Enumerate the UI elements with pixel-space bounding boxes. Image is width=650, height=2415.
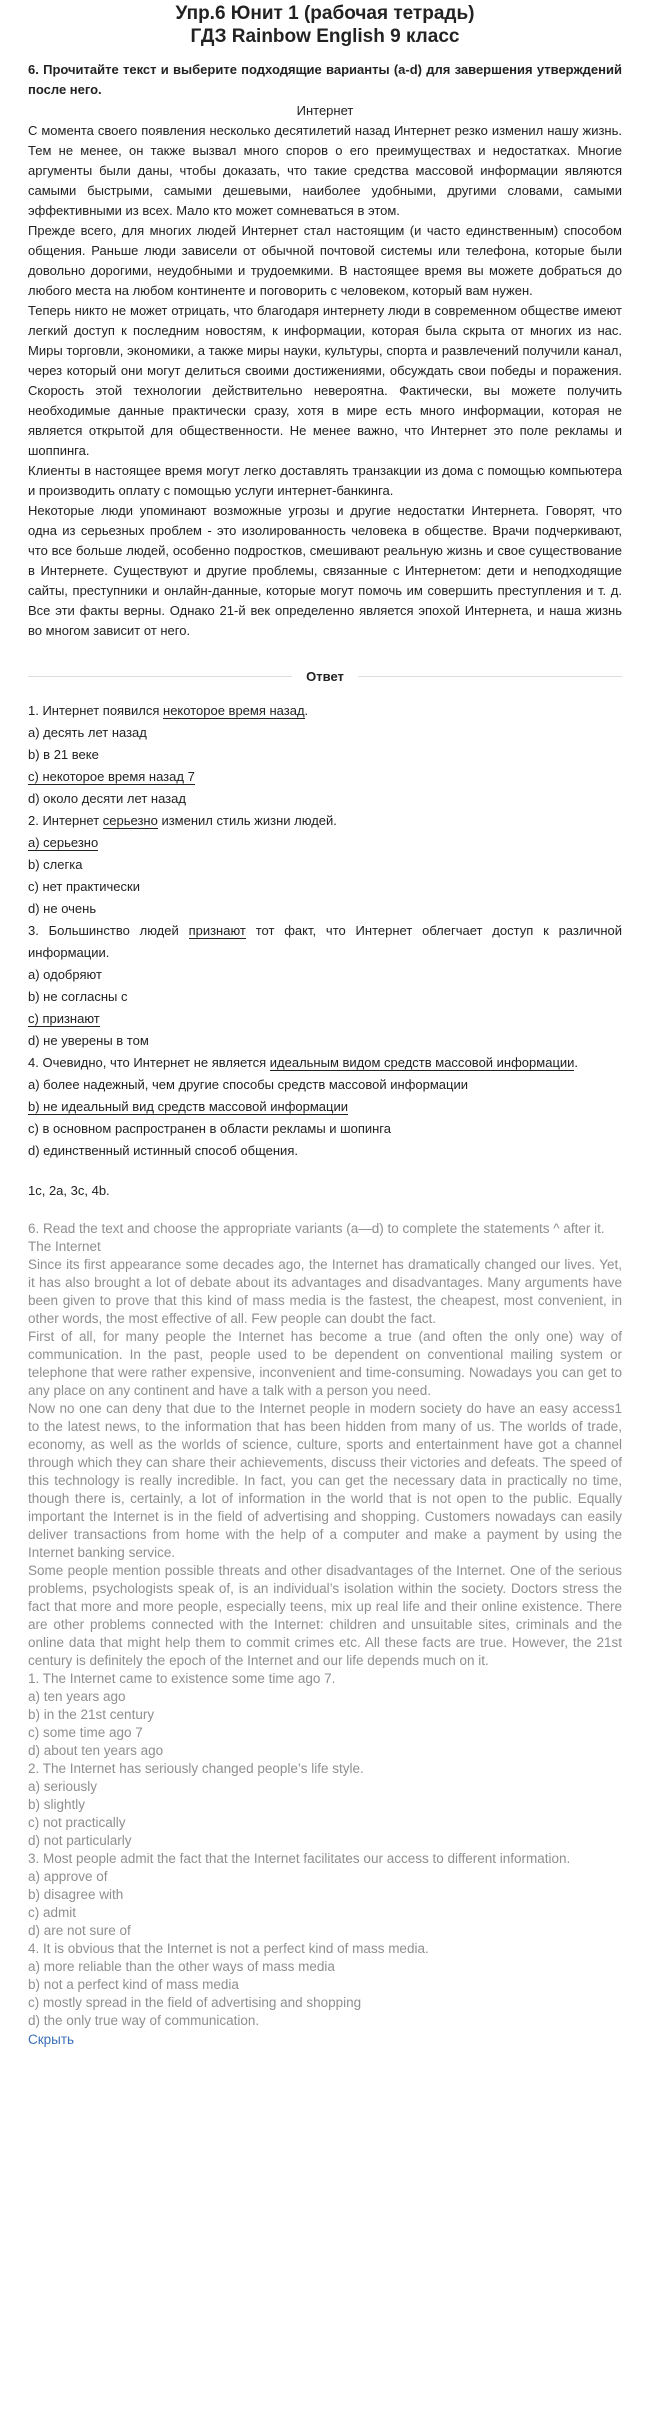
english-line: First of all, for many people the Internet has become a true (and often the only one) way of communication. In the past, people used to be dependent on conventional mailing system or telephone that were rather expensive, inconvenient and time-consuming. Nowadays you can get to any place on any continent and have a talk with a person you need.	[28, 1329, 622, 1398]
english-line: b) in the 21st century	[28, 1707, 155, 1722]
title-line-2: ГДЗ Rainbow English 9 класс	[190, 26, 460, 47]
english-line: a) more reliable than the other ways of mass media	[28, 1959, 335, 1974]
english-line: 6. Read the text and choose the appropriate variants (a—d) to complete the statements ^ after it.	[28, 1221, 605, 1236]
divider-left	[28, 676, 292, 677]
hide-link[interactable]: Скрыть	[28, 2032, 75, 2047]
option: b) слегка	[28, 857, 83, 872]
english-line: c) mostly spread in the field of advertising and shopping	[28, 1995, 362, 2010]
english-line: 2. The Internet has seriously changed people’s life style.	[28, 1761, 364, 1776]
option: d) единственный истинный способ общения.	[28, 1143, 298, 1158]
option: d) не очень	[28, 901, 97, 916]
english-line: c) admit	[28, 1905, 77, 1920]
option-correct: b) не идеальный вид средств массовой информации	[28, 1099, 348, 1114]
option: a) одобряют	[28, 967, 102, 982]
english-line: The Internet	[28, 1239, 101, 1254]
english-line: c) not practically	[28, 1815, 126, 1830]
underlined-phrase: некоторое время назад	[163, 703, 305, 718]
english-line: Some people mention possible threats and other disadvantages of the Internet. One of the serious problems, psychologists speak of, is an individual’s isolation within the society. Doctors stress the fact that more and more people, especially teens, mix up real life and their online existence. There are other problems connected with the Internet: children and unsuitable sites, criminals and the online data that might help them to commit crimes etc. All these facts are true. However, the 21st century is definitely the epoch of the Internet and our life depends much on it.	[28, 1563, 622, 1668]
english-line: b) slightly	[28, 1797, 86, 1812]
option: c) нет практически	[28, 879, 140, 894]
english-line: d) the only true way of communication.	[28, 2013, 260, 2028]
option-correct: c) признают	[28, 1011, 100, 1026]
option: d) около десяти лет назад	[28, 791, 186, 806]
option: b) в 21 веке	[28, 747, 99, 762]
question-2: 2. Интернет серьезно изменил стиль жизни людей.	[28, 813, 337, 828]
english-line: a) ten years ago	[28, 1689, 126, 1704]
option: d) не уверены в том	[28, 1033, 149, 1048]
option-correct: a) серьезно	[28, 835, 99, 850]
option: a) десять лет назад	[28, 725, 147, 740]
divider-right	[358, 676, 622, 677]
english-line: 4. It is obvious that the Internet is not a perfect kind of mass media.	[28, 1941, 429, 1956]
text-paragraph: Теперь никто не может отрицать, что благодаря интернету люди в современном обществе имеют легкий доступ к последним новостям, к информации, которая была скрыта от многих из нас. Миры торговли, экономики, а также миры науки, культуры, спорта и развлечений получили канал, через который они могут делиться своими достижениями, обсуждать свои победы и поражения. Скорость этой технологии действительно невероятна. Фактически, вы можете получить необходимые данные практически сразу, хотя в мире есть много информации, которая не является открытой для общественности. Не менее важно, что Интернет это поле рекламы и шоппинга.	[28, 303, 622, 458]
underlined-phrase: признают	[188, 923, 246, 938]
text-paragraph: Некоторые люди упоминают возможные угрозы и другие недостатки Интернета. Говорят, что одна из серьезных проблем - это изолированность человека в обществе. Врачи подчеркивают, что все больше людей, особенно подростков, смешивают реальную жизнь и свое существование в Интернете. Существуют и другие проблемы, связанные с Интернетом: дети и неподходящие сайты, преступники и онлайн-данные, которые могут помочь им совершить преступления и т. д. Все эти факты верны. Однако 21-й век определенно является эпохой Интернета, и наша жизнь во многом зависит от него.	[28, 503, 622, 638]
english-line: 1. The Internet came to existence some time ago 7.	[28, 1671, 336, 1686]
option-correct: c) некоторое время назад 7	[28, 769, 195, 784]
question-1: 1. Интернет появился некоторое время назад.	[28, 703, 309, 718]
underlined-phrase: серьезно	[102, 813, 158, 828]
russian-text	[28, 101, 622, 641]
english-line: Since its first appearance some decades ago, the Internet has dramatically changed our lives. Yet, it has also brought a lot of debate about its advantages and disadvantages. Many arguments have been given to prove that this kind of mass media is the fastest, the cheapest, most convenient, in other words, the most effective of all. Few people can doubt the fact.	[28, 1257, 622, 1326]
english-original	[28, 1220, 622, 2030]
english-line: b) disagree with	[28, 1887, 124, 1902]
option: b) не согласны с	[28, 989, 128, 1004]
english-line: a) approve of	[28, 1869, 108, 1884]
page	[28, 0, 622, 2070]
english-line: d) are not sure of	[28, 1923, 131, 1938]
answer-heading: Ответ	[306, 669, 344, 684]
english-line: Now no one can deny that due to the Internet people in modern society do have an easy access1 to the latest news, to the information that has been hidden from many of us. The worlds of trade, economy, as well as the worlds of science, culture, sports and entertainment have got a channel through which they can share their achievements, discuss their victories and defeats. The speed of this technology is really incredible. In fact, you can get the necessary data in practically no time, though there is, certainly, a lot of information in the world that is not open to the public. Equally important the Internet is in the field of advertising and shopping. Customers nowadays can easily deliver transactions from home with the help of a computer and make a payment by using the Internet banking service.	[28, 1401, 622, 1560]
text-title: Интернет	[296, 103, 354, 118]
answer-keys: 1c, 2a, 3c, 4b.	[28, 1183, 110, 1198]
underlined-phrase: идеальным видом средств массовой информации	[269, 1055, 575, 1070]
title-line-1: Упр.6 Юнит 1 (рабочая тетрадь)	[175, 3, 475, 24]
english-line: d) not particularly	[28, 1833, 132, 1848]
text-paragraph: Прежде всего, для многих людей Интернет стал настоящим (и часто единственным) способом общения. Раньше люди зависели от обычной почтовой системы или телефона, которые были довольно дорогими, неудобными и трудоемкими. В настоящее время вы можете добраться до любого места на любом континенте и поговорить с человеком, который вам нужен.	[28, 223, 622, 298]
english-line: a) seriously	[28, 1779, 98, 1794]
page-title	[28, 0, 622, 48]
task-statement: 6. Прочитайте текст и выберите подходящие варианты (a-d) для завершения утверждений после него.	[28, 62, 622, 97]
answer-separator	[28, 669, 622, 684]
english-line: d) about ten years ago	[28, 1743, 164, 1758]
text-paragraph: С момента своего появления несколько десятилетий назад Интернет резко изменил нашу жизнь. Тем не менее, он также вызвал много споров о его преимуществах и недостатках. Многие аргументы были даны, чтобы доказать, что такие средства массовой информации являются самыми быстрыми, самыми дешевыми, наиболее удобными, другими словами, самыми эффективными из всех. Мало кто может сомневаться в этом.	[28, 123, 622, 218]
question-3: 3. Большинство людей признают тот факт, что Интернет облегчает доступ к различной информации.	[28, 923, 622, 960]
question-4: 4. Очевидно, что Интернет не является идеальным видом средств массовой информации.	[28, 1055, 579, 1070]
english-line: b) not a perfect kind of mass media	[28, 1977, 239, 1992]
english-line: 3. Most people admit the fact that the Internet facilitates our access to different information.	[28, 1851, 571, 1866]
text-paragraph: Клиенты в настоящее время могут легко доставлять транзакции из дома с помощью компьютера и производить оплату с помощью услуги интернет-банкинга.	[28, 463, 622, 498]
answers-block	[28, 700, 622, 1162]
option: a) более надежный, чем другие способы средств массовой информации	[28, 1077, 468, 1092]
english-line: c) some time ago 7	[28, 1725, 143, 1740]
option: c) в основном распространен в области рекламы и шопинга	[28, 1121, 391, 1136]
